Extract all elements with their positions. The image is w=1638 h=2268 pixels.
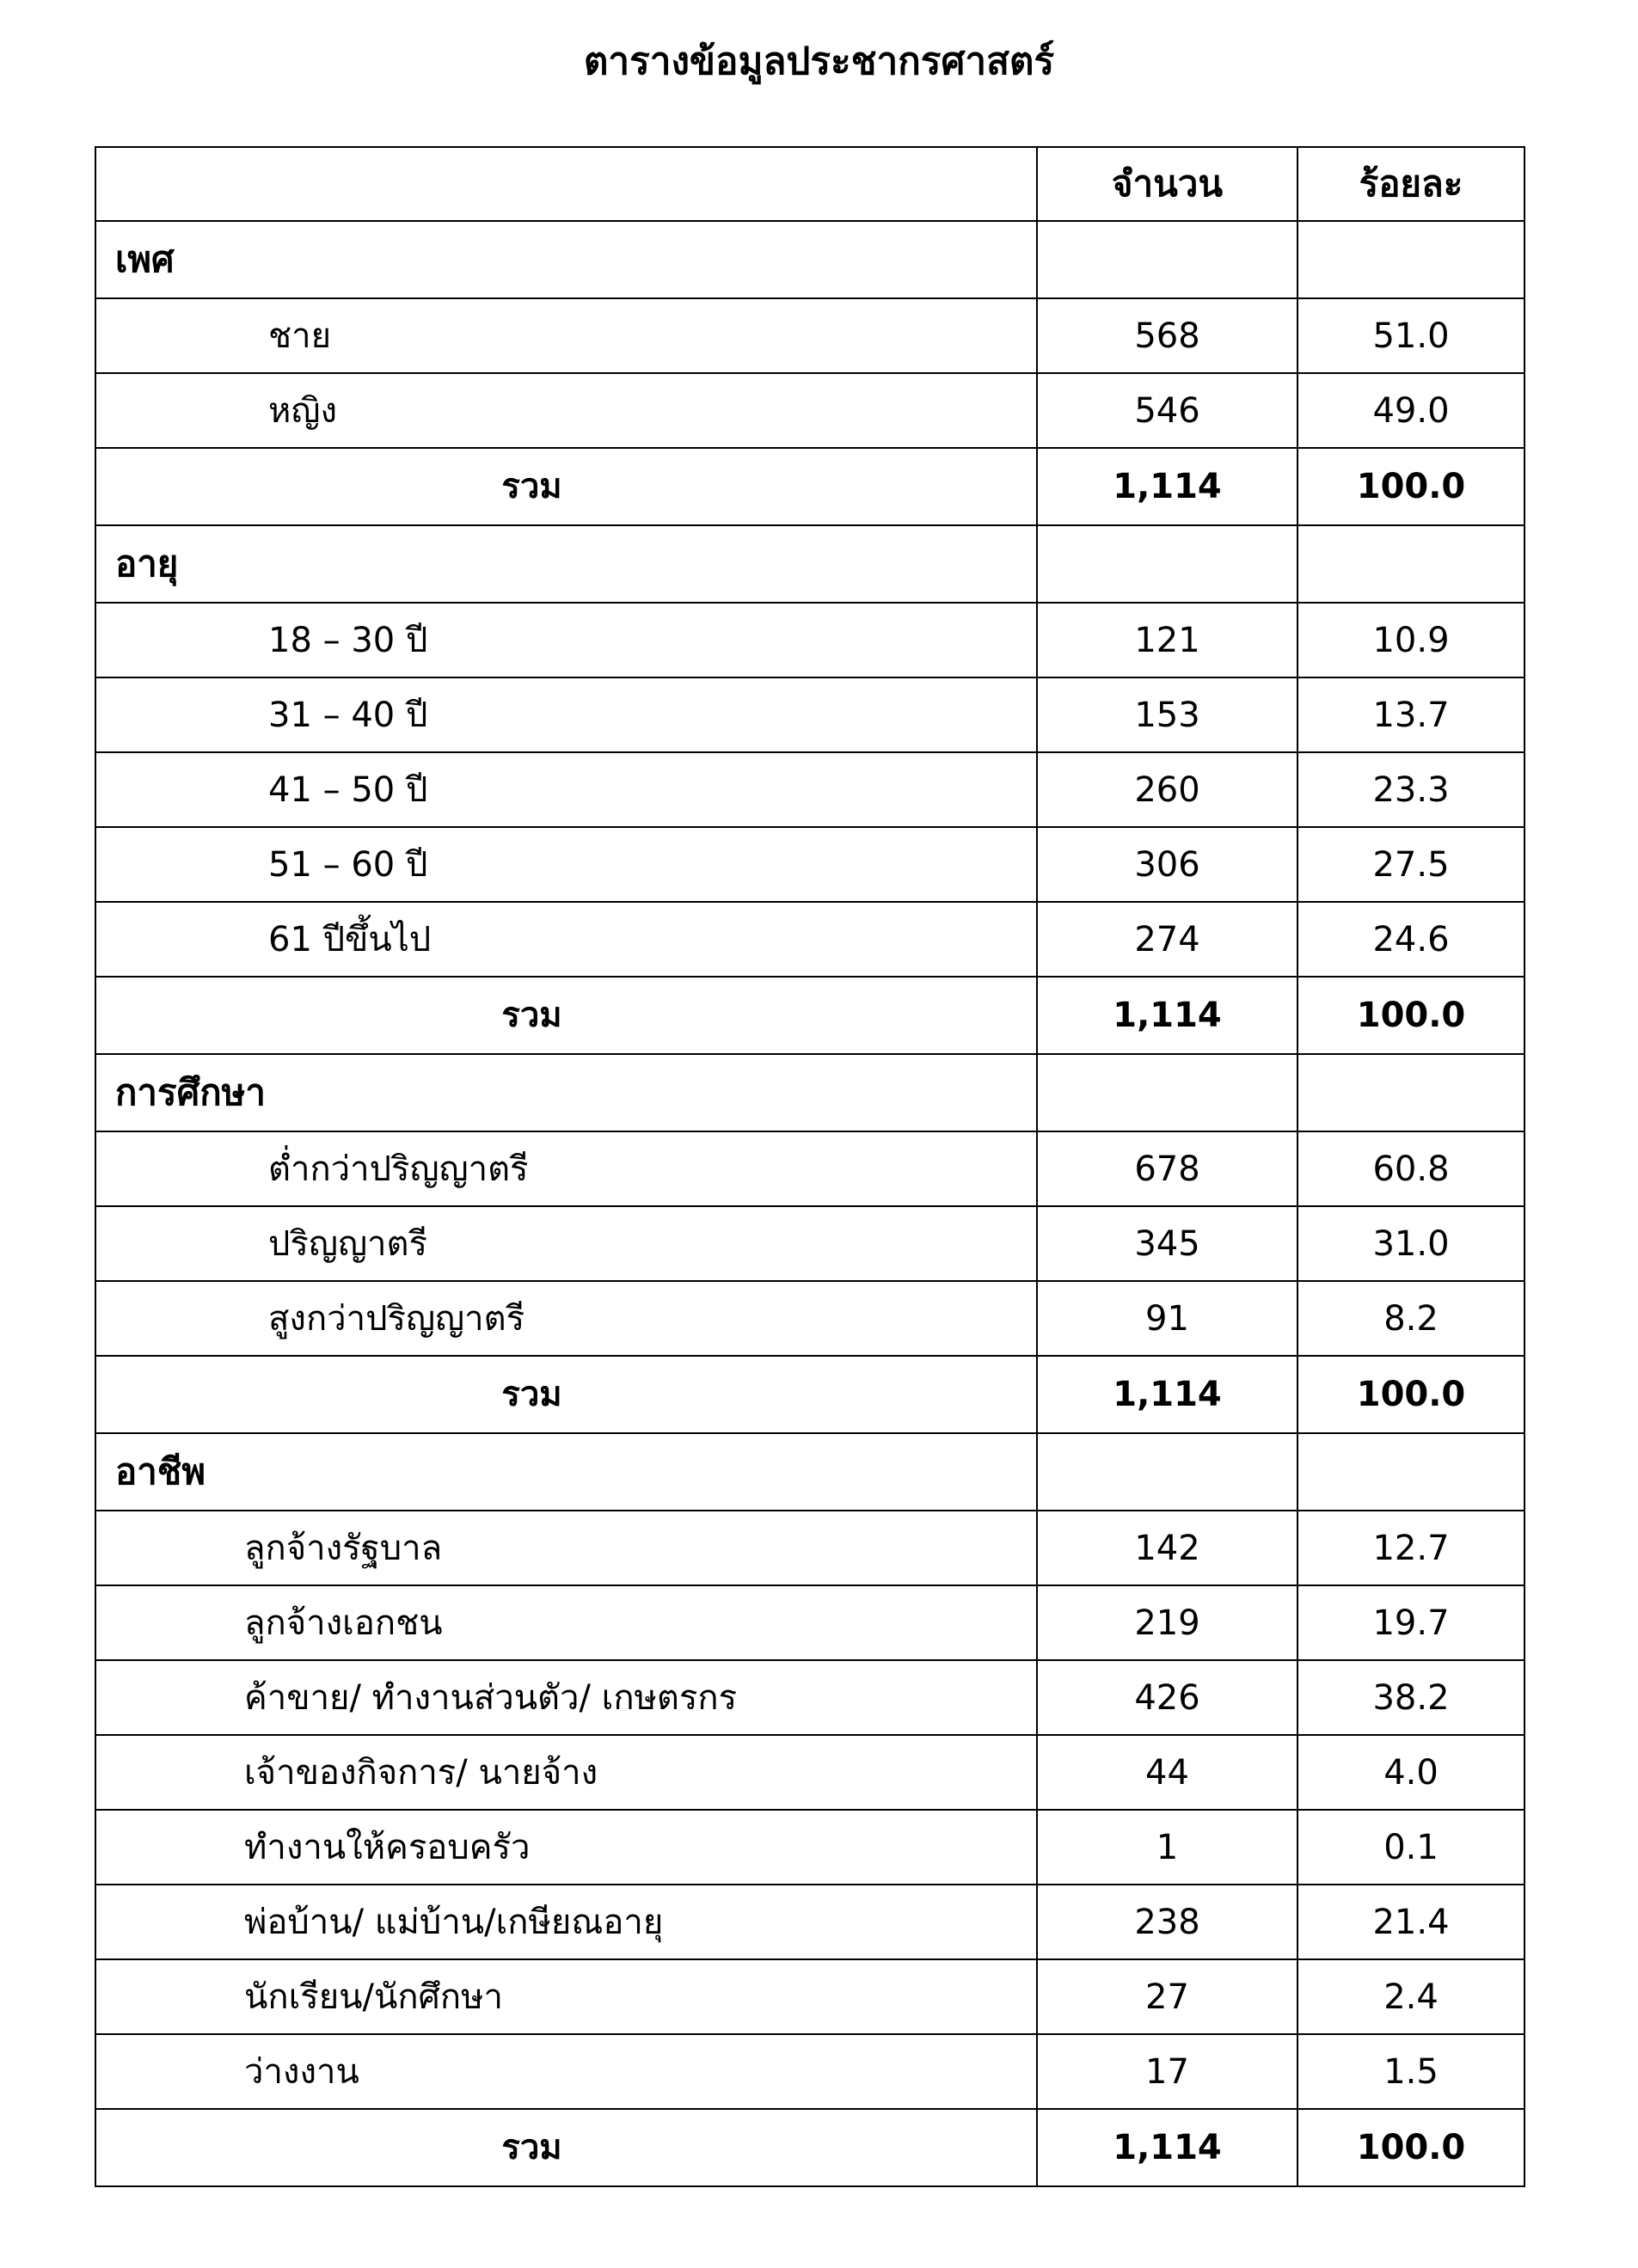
row-count: 27 xyxy=(1037,1959,1298,2034)
row-percent: 23.3 xyxy=(1298,752,1525,827)
row-percent: 21.4 xyxy=(1298,1885,1525,1959)
table-row xyxy=(95,1660,1525,1735)
table-row xyxy=(95,677,1525,752)
row-label: ทำงานให้ครอบครัว xyxy=(95,1810,1037,1885)
row-count: 274 xyxy=(1037,902,1298,977)
table-row xyxy=(95,827,1525,902)
table-row xyxy=(95,1959,1525,2034)
table-row xyxy=(95,1810,1525,1885)
section-row-age xyxy=(95,525,1525,603)
row-percent: 12.7 xyxy=(1298,1511,1525,1585)
table-row xyxy=(95,1511,1525,1585)
empty-cell xyxy=(1037,1433,1298,1511)
row-label: ลูกจ้างเอกชน xyxy=(95,1585,1037,1660)
empty-cell xyxy=(1298,221,1525,298)
row-count: 1 xyxy=(1037,1810,1298,1885)
row-count: 219 xyxy=(1037,1585,1298,1660)
total-label: รวม xyxy=(95,977,1037,1054)
row-percent: 8.2 xyxy=(1298,1281,1525,1356)
row-label: 41 – 50 ปี xyxy=(95,752,1037,827)
row-count: 91 xyxy=(1037,1281,1298,1356)
table-row xyxy=(95,1281,1525,1356)
row-label: ลูกจ้างรัฐบาล xyxy=(95,1511,1037,1585)
empty-cell xyxy=(1037,221,1298,298)
header-count: จำนวน xyxy=(1037,147,1298,221)
row-label: พ่อบ้าน/ แม่บ้าน/เกษียณอายุ xyxy=(95,1885,1037,1959)
row-label: หญิง xyxy=(95,373,1037,448)
table-row xyxy=(95,1206,1525,1281)
section-row-occupation xyxy=(95,1433,1525,1511)
empty-cell xyxy=(1037,525,1298,603)
total-percent: 100.0 xyxy=(1298,448,1525,525)
table-row xyxy=(95,603,1525,677)
table-row xyxy=(95,1735,1525,1810)
section-row-education xyxy=(95,1054,1525,1131)
row-count: 44 xyxy=(1037,1735,1298,1810)
table-row xyxy=(95,752,1525,827)
total-label: รวม xyxy=(95,448,1037,525)
empty-cell xyxy=(1037,1054,1298,1131)
row-percent: 10.9 xyxy=(1298,603,1525,677)
row-percent: 0.1 xyxy=(1298,1810,1525,1885)
row-percent: 38.2 xyxy=(1298,1660,1525,1735)
header-label-cell xyxy=(95,147,1037,221)
section-label: อาชีพ xyxy=(95,1433,1037,1511)
total-row xyxy=(95,448,1525,525)
empty-cell xyxy=(1298,1054,1525,1131)
row-label: นักเรียน/นักศึกษา xyxy=(95,1959,1037,2034)
row-label: ค้าขาย/ ทำงานส่วนตัว/ เกษตรกร xyxy=(95,1660,1037,1735)
row-percent: 60.8 xyxy=(1298,1131,1525,1206)
row-count: 142 xyxy=(1037,1511,1298,1585)
row-label: เจ้าของกิจการ/ นายจ้าง xyxy=(95,1735,1037,1810)
table-row xyxy=(95,1131,1525,1206)
row-count: 568 xyxy=(1037,298,1298,373)
row-percent: 4.0 xyxy=(1298,1735,1525,1810)
row-label: 31 – 40 ปี xyxy=(95,677,1037,752)
table-row xyxy=(95,298,1525,373)
table-row xyxy=(95,902,1525,977)
empty-cell xyxy=(1298,1433,1525,1511)
demographics-table xyxy=(95,146,1525,2187)
total-count: 1,114 xyxy=(1037,1356,1298,1433)
row-percent: 31.0 xyxy=(1298,1206,1525,1281)
total-percent: 100.0 xyxy=(1298,977,1525,1054)
row-count: 238 xyxy=(1037,1885,1298,1959)
row-percent: 49.0 xyxy=(1298,373,1525,448)
table-row xyxy=(95,373,1525,448)
header-row xyxy=(95,147,1525,221)
row-percent: 19.7 xyxy=(1298,1585,1525,1660)
row-label: สูงกว่าปริญญาตรี xyxy=(95,1281,1037,1356)
row-count: 153 xyxy=(1037,677,1298,752)
row-count: 345 xyxy=(1037,1206,1298,1281)
total-row xyxy=(95,977,1525,1054)
total-count: 1,114 xyxy=(1037,448,1298,525)
row-count: 546 xyxy=(1037,373,1298,448)
header-percent: ร้อยละ xyxy=(1298,147,1525,221)
row-label: ว่างงาน xyxy=(95,2034,1037,2109)
total-percent: 100.0 xyxy=(1298,2109,1525,2186)
empty-cell xyxy=(1298,525,1525,603)
row-percent: 13.7 xyxy=(1298,677,1525,752)
section-row-gender xyxy=(95,221,1525,298)
row-percent: 1.5 xyxy=(1298,2034,1525,2109)
total-row xyxy=(95,2109,1525,2186)
row-label: 18 – 30 ปี xyxy=(95,603,1037,677)
total-label: รวม xyxy=(95,1356,1037,1433)
row-count: 121 xyxy=(1037,603,1298,677)
row-label: ชาย xyxy=(95,298,1037,373)
row-count: 306 xyxy=(1037,827,1298,902)
row-label: 61 ปีขึ้นไป xyxy=(95,902,1037,977)
row-percent: 24.6 xyxy=(1298,902,1525,977)
row-count: 17 xyxy=(1037,2034,1298,2109)
row-label: ต่ำกว่าปริญญาตรี xyxy=(95,1131,1037,1206)
row-percent: 27.5 xyxy=(1298,827,1525,902)
table-row xyxy=(95,1885,1525,1959)
total-percent: 100.0 xyxy=(1298,1356,1525,1433)
row-label: ปริญญาตรี xyxy=(95,1206,1037,1281)
total-count: 1,114 xyxy=(1037,2109,1298,2186)
table-row xyxy=(95,1585,1525,1660)
total-row xyxy=(95,1356,1525,1433)
section-label: เพศ xyxy=(95,221,1037,298)
row-count: 678 xyxy=(1037,1131,1298,1206)
page-title: ตารางข้อมูลประชากรศาสตร์ xyxy=(583,40,1055,83)
row-percent: 51.0 xyxy=(1298,298,1525,373)
section-label: อายุ xyxy=(95,525,1037,603)
table-row xyxy=(95,2034,1525,2109)
total-count: 1,114 xyxy=(1037,977,1298,1054)
total-label: รวม xyxy=(95,2109,1037,2186)
row-label: 51 – 60 ปี xyxy=(95,827,1037,902)
row-count: 426 xyxy=(1037,1660,1298,1735)
row-count: 260 xyxy=(1037,752,1298,827)
section-label: การศึกษา xyxy=(95,1054,1037,1131)
row-percent: 2.4 xyxy=(1298,1959,1525,2034)
